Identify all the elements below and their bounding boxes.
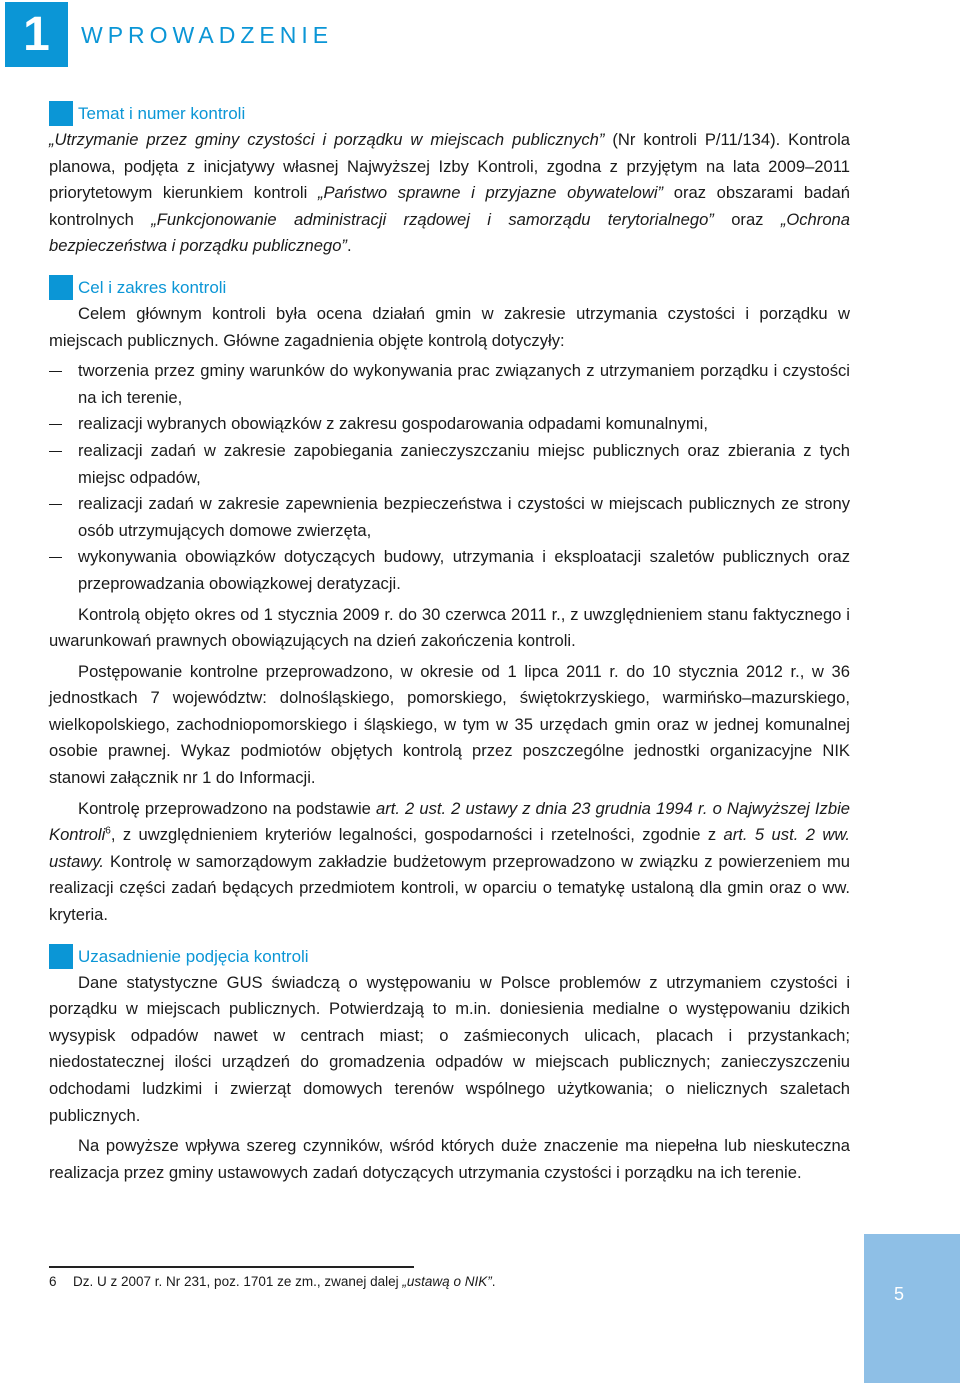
section-marker-square	[49, 944, 73, 969]
page-number: 5	[894, 1284, 905, 1304]
dash-marker	[49, 557, 62, 558]
footnote: 6 Dz. U z 2007 r. Nr 231, poz. 1701 ze zm., zwanej dalej „ustawą o NIK”.	[49, 1274, 496, 1289]
paragraph-period: Kontrolą objęto okres od 1 stycznia 2009 r. do 30 czerwca 2011 r., z uwzględnieniem stanu faktycznego i uwarunkowań prawnych obowiązujących na dzień zakończenia kontroli.	[49, 604, 850, 651]
paragraph-justification: Dane statystyczne GUS świadczą o występowaniu w Polsce problemów z utrzymaniem czystości i porządku w miejscach publicznych. Potwierdzają to m.in. doniesienia medialne o występowaniu dzikich wysypisk odpadów nawet w centrach miast; o zaśmieconych ulicach, placach i przystankach; niedostatecznej ilości urządzeń do gromadzenia odpadów w miejscach publicznych; zanieczyszczeniu odchodami ludzkimi i zwierząt domowych terenów wspólnego użytkowania; o nielicznych szaletach publicznych.	[49, 972, 850, 1125]
section-heading-scope: Cel i zakres kontroli	[49, 274, 850, 301]
paragraph-scope-intro: Celem głównym kontroli była ocena działań gmin w zakresie utrzymania czystości i porządku w miejscach publicznych. Główne zagadnienia objęte kontrolą dotyczyły:	[49, 303, 850, 350]
dash-marker	[49, 504, 62, 505]
chapter-number: 1	[5, 2, 68, 67]
section-marker-square	[49, 101, 73, 126]
section-marker-square	[49, 275, 73, 300]
footnote-ref[interactable]: 6	[105, 825, 111, 837]
dash-marker	[49, 371, 62, 372]
chapter-title: WPROWADZENIE	[81, 22, 334, 48]
list-item: realizacji zadań w zakresie zapobiegania zanieczyszczaniu miejsc publicznych oraz zbierania z tych miejsc odpadów,	[49, 438, 850, 491]
page-number-tab	[864, 1234, 960, 1383]
dash-marker	[49, 424, 62, 425]
section-heading-topic: Temat i numer kontroli	[49, 100, 850, 127]
dash-marker	[49, 451, 62, 452]
footnote-separator	[49, 1266, 414, 1268]
list-item: realizacji wybranych obowiązków z zakresu gospodarowania odpadami komunalnymi,	[49, 411, 850, 438]
paragraph-procedure: Postępowanie kontrolne przeprowadzono, w okresie od 1 lipca 2011 r. do 10 stycznia 2012 r., w 36 jednostkach 7 województw: dolnośląskiego, pomorskiego, świętokrzyskiego, warmińsko–mazurskiego, wielkopolskiego, zachodniopomorskiego i śląskiego, w tym w 35 urzędach gmin oraz w jednej komunalnej osobie prawnej. Wykaz podmiotów objętych kontrolą przez poszczególne jednostki organizacyjne NIK stanowi załącznik nr 1 do Informacji.	[49, 661, 850, 788]
list-item: tworzenia przez gminy warunków do wykonywania prac związanych z utrzymaniem porządku i czystości na ich terenie,	[49, 358, 850, 411]
paragraph-factors: Na powyższe wpływa szereg czynników, wśród których duże znaczenie ma niepełna lub nieskuteczna realizacja przez gminy ustawowych zadań dotyczących utrzymania czystości i porządku na ich terenie.	[49, 1136, 850, 1182]
list-item: wykonywania obowiązków dotyczących budowy, utrzymania i eksploatacji szaletów publicznych oraz przeprowadzania obowiązkowej deratyzacji.	[49, 544, 850, 597]
scope-list	[49, 358, 850, 597]
section-heading-justification: Uzasadnienie podjęcia kontroli	[49, 943, 850, 970]
paragraph-legal-basis: Kontrolę przeprowadzono na podstawie art. 2 ust. 2 ustawy z dnia 23 grudnia 1994 r. o Najwyższej Izbie Kontroli$^6$, z uwzględnieniem kryteriów legalności, gospodarności i rzetelności, zgodnie z art. 5 ust. 2 ww. ustawy. Kontrolę w samorządowym zakładzie budżetowym przeprowadzono w związku z powierzeniem mu realizacji części zadań będących przedmiotem kontroli, w oparciu o tematykę ustaloną dla gmin oraz o ww. kryteria.	[49, 798, 851, 925]
paragraph-topic: „Utrzymanie przez gminy czystości i porządku w miejscach publicznych” (Nr kontroli P/11/134). Kontrola planowa, podjęta z inicjatywy własnej Najwyższej Izby Kontroli, zgodna z przyjętym na lata 2009–2011 priorytetowym kierunkiem kontroli „Państwo sprawne i przyjazne obywatelowi” oraz obszarami badań kontrolnych „Funkcjonowanie administracji rządowej i samorządu terytorialnego” oraz „Ochrona bezpieczeństwa i porządku publicznego”.	[49, 130, 850, 256]
list-item: realizacji zadań w zakresie zapewnienia bezpieczeństwa i czystości w miejscach publicznych ze strony osób utrzymujących domowe zwierzęta,	[49, 491, 850, 544]
main-content	[49, 100, 850, 1186]
